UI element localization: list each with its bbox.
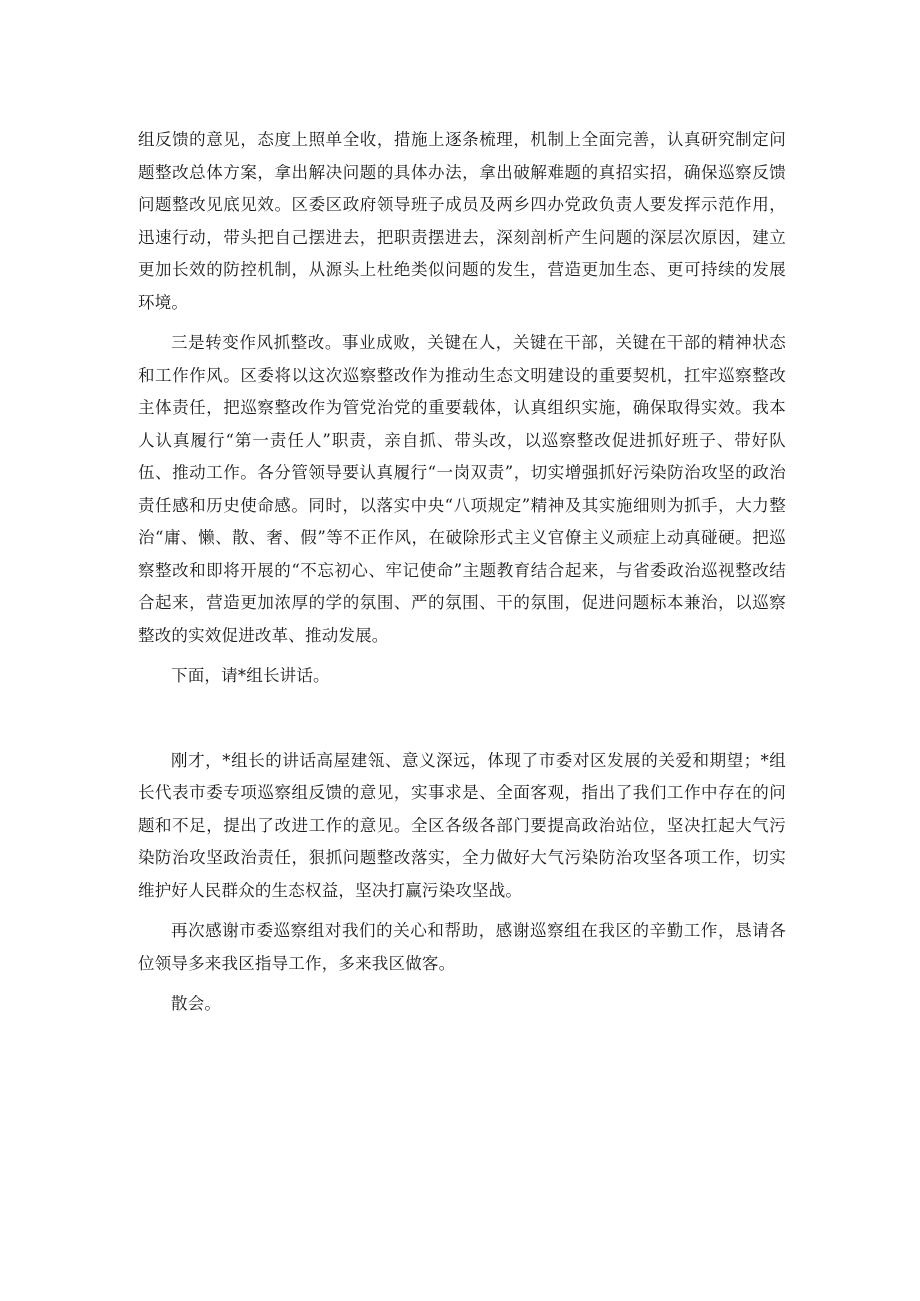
- paragraph-4: 刚才，*组长的讲话高屋建瓴、意义深远，体现了市委对区发展的关爱和期望；*组长代表市委专项巡察组反馈的意见，实事求是、全面客观，指出了我们工作中存在的问题和不足，提出了改进工作的意见。全区各级各部门要提高政治站位，坚决扛起大气污染防治攻坚政治责任，狠抓问题整改落实，全力做好大气污染防治攻坚各项工作，切实维护好人民群众的生态权益，坚决打赢污染攻坚战。: [138, 750, 786, 900]
- paragraph-5: 再次感谢市委巡察组对我们的关心和帮助，感谢巡察组在我区的辛勤工作，恳请各位领导多来我区指导工作，多来我区做客。: [138, 921, 786, 973]
- paragraph-2: 三是转变作风抓整改。事业成败，关键在人，关键在干部，关键在干部的精神状态和工作作风。区委将以这次巡察整改作为推动生态文明建设的重要契机，扛牢巡察整改主体责任，把巡察整改作为管党治党的重要载体，认真组织实施，确保取得实效。我本人认真履行“第一责任人”职责，亲自抓、带头改，以巡察整改促进抓好班子、带好队伍、推动工作。各分管领导要认真履行“一岗双责”，切实增强抓好污染防治攻坚的政治责任感和历史使命感。同时，以落实中央“八项规定”精神及其实施细则为抓手，大力整治“庸、懒、散、奢、假”等不正作风，在破除形式主义官僚主义顽症上动真碰硬。把巡察整改和即将开展的“不忘初心、牢记使命”主题教育结合起来，与省委政治巡视整改结合起来，营造更加浓厚的学的氛围、严的氛围、干的氛围，促进问题标本兼治，以巡察整改的实效促进改革、推动发展。: [138, 333, 786, 645]
- document-body: [138, 124, 786, 1029]
- paragraph-6: 散会。: [171, 994, 222, 1013]
- paragraph-3: 下面，请*组长讲话。: [171, 666, 330, 685]
- section-spacer: [138, 701, 786, 745]
- paragraph-1: 组反馈的意见，态度上照单全收，措施上逐条梳理，机制上全面完善，认真研究制定问题整改总体方案，拿出解决问题的具体办法，拿出破解难题的真招实招，确保巡察反馈问题整改见底见效。区委区政府领导班子成员及两乡四办党政负责人要发挥示范作用，迅速行动，带头把自己摆进去，把职责摆进去，深刻剖析产生问题的深层次原因，建立更加长效的防控机制，从源头上杜绝类似问题的发生，营造更加生态、更可持续的发展环境。: [138, 130, 786, 312]
